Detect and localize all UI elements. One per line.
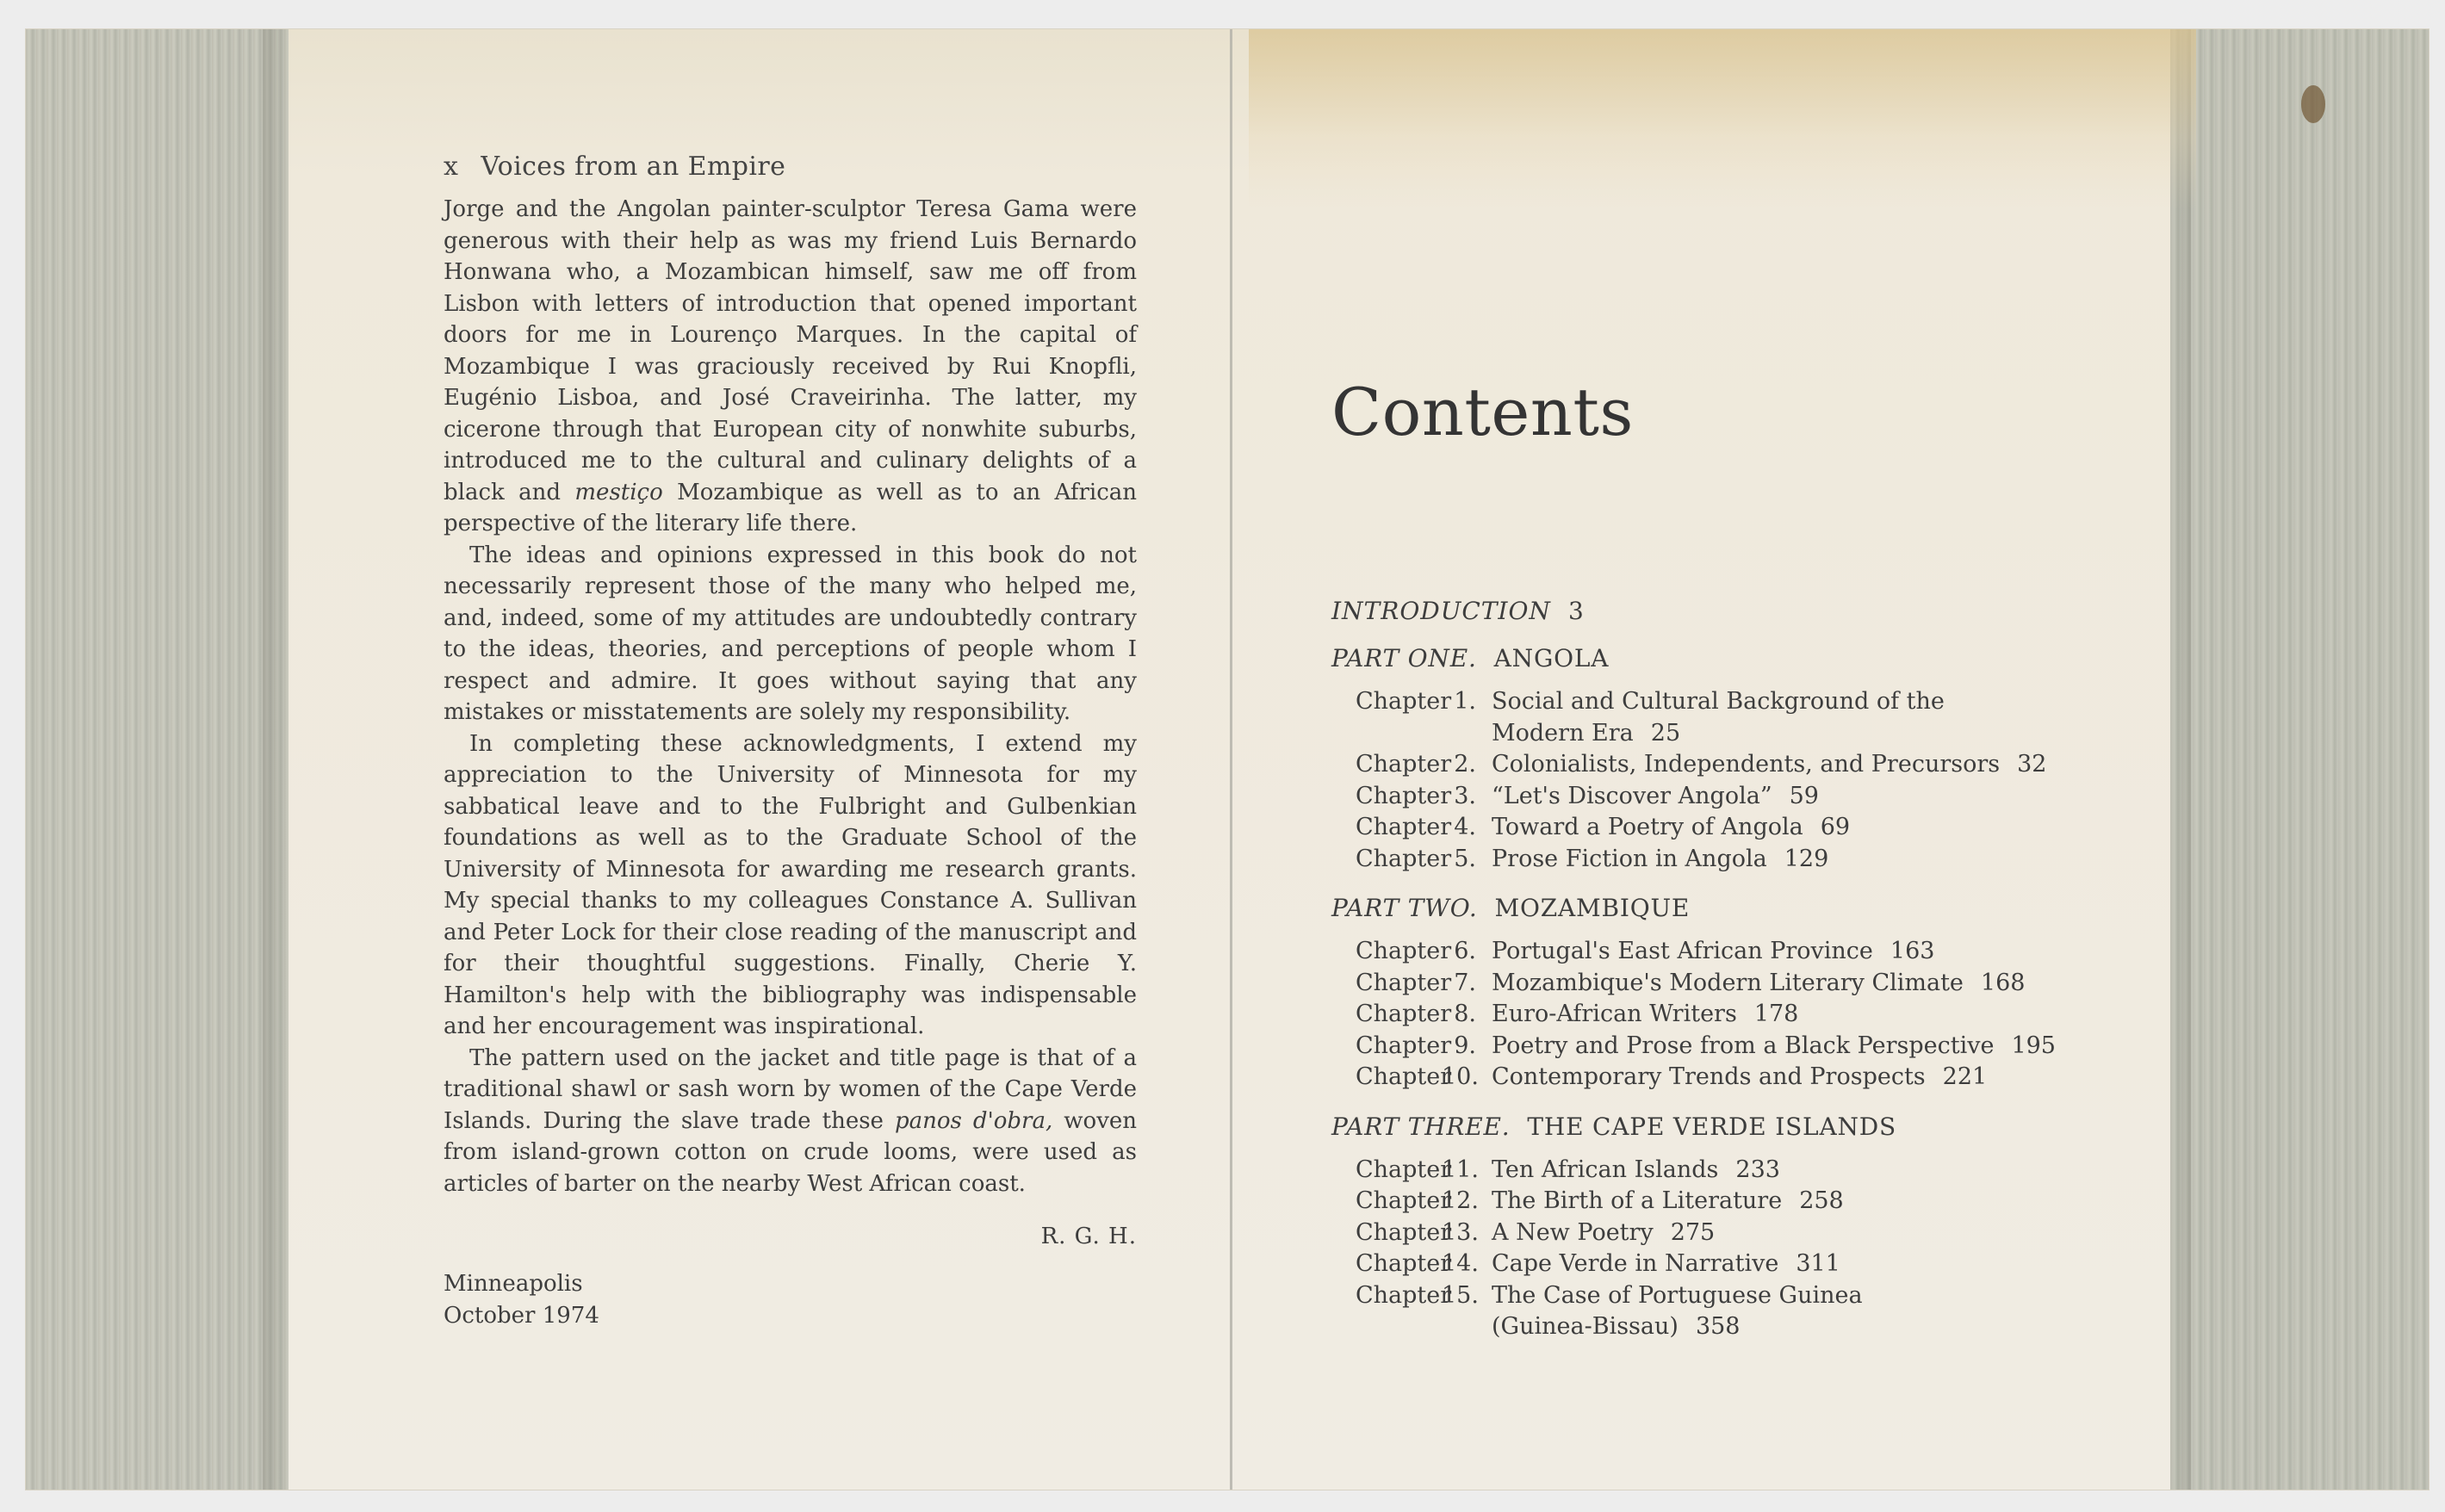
- acknowledgments-text: [444, 194, 1137, 1199]
- toc-chapter-row: [1356, 968, 2124, 1000]
- chapter-title: Contemporary Trends and Prospects 221: [1492, 1063, 1988, 1090]
- chapter-title: Mozambique's Modern Literary Climate 168: [1492, 969, 2026, 996]
- page-number: x: [444, 152, 459, 182]
- part-name: THE CAPE VERDE ISLANDS: [1527, 1112, 1896, 1141]
- place-date: [444, 1268, 1184, 1332]
- chapter-number: 3.: [1454, 782, 1476, 809]
- chapter-list: [1331, 686, 2124, 875]
- chapter-label: Chapter: [1356, 938, 1452, 964]
- toc-chapter-row: [1356, 1155, 2124, 1187]
- chapter-number: 2.: [1454, 751, 1476, 778]
- toc-chapter-row: [1356, 844, 2124, 876]
- chapter-number: 4.: [1454, 814, 1476, 840]
- toc-parts: [1331, 644, 2124, 1343]
- toc-chapter-row: [1356, 1186, 2124, 1218]
- chapter-number: 14.: [1442, 1250, 1479, 1277]
- chapter-title: Portugal's East African Province 163: [1492, 938, 1935, 964]
- part-label: PART ONE.: [1331, 644, 1477, 672]
- paragraph-1: Jorge and the Angolan painter-sculptor Teresa Gama were generous with their help as was my friend Luis Bernardo Honwana who, a Mozambican himself, saw me off from Lisbon with letters of introduction that opened important doors for me in Lourenço Marques. In the capital of Mozambique I was graciously received by Rui Knopfli, Eugénio Lisboa, and José Craveirinha. The latter, my cicerone through that European city of nonwhite suburbs, introduced me to the cultural and culinary delights of a black and mestiço Mozambique as well as to an African perspective of the literary life there.: [444, 196, 1138, 536]
- part-name: MOZAMBIQUE: [1494, 894, 1691, 922]
- chapter-title: The Case of Portuguese Guinea (Guinea-Bissau) 358: [1492, 1281, 1863, 1340]
- chapter-label: Chapter: [1356, 1032, 1452, 1059]
- chapter-page-number: 195: [2011, 1032, 2056, 1059]
- toc-chapter-row: [1356, 1031, 2124, 1063]
- chapter-title: Poetry and Prose from a Black Perspective 195: [1492, 1032, 2056, 1059]
- chapter-page-number: 59: [1789, 782, 1819, 809]
- chapter-page-number: 358: [1695, 1313, 1741, 1340]
- toc-part: [1331, 644, 2124, 672]
- chapter-title: A New Poetry 275: [1492, 1218, 1716, 1246]
- chapter-page-number: 221: [1942, 1063, 1988, 1090]
- contents-title: Contents: [1331, 374, 1634, 450]
- page-gutter: [1230, 29, 1232, 1490]
- toc-introduction: INTRODUCTION 3: [1331, 597, 1585, 625]
- chapter-label: Chapter: [1356, 1250, 1452, 1277]
- chapter-page-number: 168: [1980, 969, 2026, 996]
- toc-part: [1331, 894, 2124, 922]
- chapter-list: [1331, 936, 2124, 1094]
- chapter-title: Euro-African Writers 178: [1492, 1001, 1799, 1027]
- chapter-page-number: 233: [1735, 1156, 1780, 1183]
- chapter-page-number: 178: [1753, 1001, 1799, 1027]
- chapter-number: 1.: [1454, 688, 1476, 715]
- chapter-number: 11.: [1442, 1156, 1479, 1183]
- chapter-label: Chapter: [1356, 688, 1452, 715]
- right-scan-shadow: [2170, 29, 2429, 1490]
- chapter-number: 12.: [1442, 1187, 1479, 1214]
- chapter-title: Prose Fiction in Angola 129: [1492, 845, 1829, 872]
- chapter-label: Chapter: [1356, 1281, 1452, 1309]
- date: October 1974: [444, 1303, 599, 1329]
- author-initials: R. G. H.: [1040, 1224, 1137, 1249]
- toc-chapter-row: [1356, 1249, 2124, 1280]
- chapter-label: Chapter: [1356, 1187, 1452, 1214]
- chapter-title: Colonialists, Independents, and Precursors 32: [1492, 751, 2047, 778]
- chapter-number: 15.: [1442, 1281, 1479, 1309]
- toc-chapter-row: [1356, 1280, 2124, 1343]
- chapter-label: Chapter: [1356, 751, 1452, 778]
- chapter-page-number: 258: [1799, 1187, 1844, 1214]
- toc-chapter-row: [1356, 999, 2124, 1031]
- right-page: [1331, 374, 2124, 1343]
- chapter-label: Chapter: [1356, 1001, 1452, 1027]
- left-scan-shadow: [26, 29, 289, 1490]
- chapter-number: 13.: [1442, 1218, 1479, 1246]
- chapter-page-number: 275: [1670, 1218, 1716, 1246]
- chapter-number: 8.: [1454, 1001, 1476, 1027]
- toc-page-number: 3: [1567, 597, 1585, 625]
- chapter-title: Cape Verde in Narrative 311: [1492, 1250, 1840, 1277]
- chapter-title: Ten African Islands 233: [1492, 1156, 1780, 1183]
- chapter-label: Chapter: [1356, 1156, 1452, 1183]
- toc-chapter-row: [1356, 1218, 2124, 1249]
- part-label: PART THREE.: [1331, 1112, 1511, 1141]
- running-title: Voices from an Empire: [481, 152, 786, 182]
- chapter-list: [1331, 1155, 2124, 1343]
- chapter-page-number: 163: [1890, 938, 1935, 964]
- ink-spot: [2301, 85, 2325, 123]
- paragraph-2: The ideas and opinions expressed in this book do not necessarily represent those of the many who helped me, and, indeed, some of my attitudes are undoubtedly contrary to the ideas, theories, and perceptions of people whom I respect and admire. It goes without saying that any mistakes or misstatements are solely my responsibility.: [444, 542, 1137, 725]
- toc-chapter-row: [1356, 749, 2124, 781]
- part-label: PART TWO.: [1331, 894, 1478, 922]
- chapter-page-number: 25: [1650, 719, 1681, 747]
- toc-chapter-row: [1356, 936, 2124, 968]
- toc-chapter-row: [1356, 781, 2124, 813]
- toc-chapter-row: [1356, 1062, 2124, 1094]
- running-head: [444, 152, 1184, 182]
- paper-stain: [1249, 29, 2196, 210]
- chapter-label: Chapter: [1356, 845, 1452, 872]
- chapter-page-number: 32: [2017, 751, 2047, 778]
- chapter-number: 9.: [1454, 1032, 1476, 1059]
- chapter-number: 6.: [1454, 938, 1476, 964]
- chapter-label: Chapter: [1356, 969, 1452, 996]
- chapter-label: Chapter: [1356, 782, 1452, 809]
- toc-chapter-row: [1356, 686, 2124, 749]
- paragraph-3: In completing these acknowledgments, I extend my appreciation to the University of Minnesota for my sabbatical leave and to the Fulbright and Gulbenkian foundations as well as to the Graduate School of the University of Minnesota for awarding me research grants. My special thanks to my colleagues Constance A. Sullivan and Peter Lock for their close reading of the manuscript and for their thoughtful suggestions. Finally, Cherie Y. Hamilton's help with the bibliography was indispensable and her encouragement was inspirational.: [444, 730, 1137, 1039]
- chapter-title: The Birth of a Literature 258: [1492, 1187, 1844, 1214]
- chapter-number: 7.: [1454, 969, 1476, 996]
- toc-part: [1331, 1112, 2124, 1141]
- chapter-label: Chapter: [1356, 814, 1452, 840]
- toc-chapter-row: [1356, 812, 2124, 844]
- chapter-title: “Let's Discover Angola” 59: [1492, 782, 1819, 809]
- paragraph-4: The pattern used on the jacket and title page is that of a traditional shawl or sash worn by women of the Cape Verde Islands. During the slave trade these panos d'obra, woven from island-grown cotton on crude looms, were used as articles of barter on the nearby West African coast.: [444, 1044, 1138, 1197]
- chapter-page-number: 69: [1820, 814, 1851, 840]
- chapter-page-number: 311: [1796, 1250, 1840, 1277]
- italic-term: mestiço: [574, 479, 663, 505]
- chapter-page-number: 129: [1784, 845, 1829, 872]
- chapter-title: Toward a Poetry of Angola 69: [1492, 814, 1851, 840]
- chapter-number: 10.: [1442, 1063, 1479, 1090]
- table-of-contents: [1331, 597, 2124, 1343]
- chapter-number: 5.: [1454, 845, 1476, 872]
- part-name: ANGOLA: [1493, 644, 1610, 672]
- left-page: [444, 152, 1184, 1332]
- italic-term: panos d'obra,: [895, 1107, 1053, 1134]
- chapter-label: Chapter: [1356, 1218, 1452, 1246]
- book-spread: [26, 29, 2429, 1490]
- place: Minneapolis: [444, 1271, 583, 1297]
- chapter-title: Social and Cultural Background of the Modern Era 25: [1492, 688, 1945, 747]
- chapter-label: Chapter: [1356, 1063, 1452, 1090]
